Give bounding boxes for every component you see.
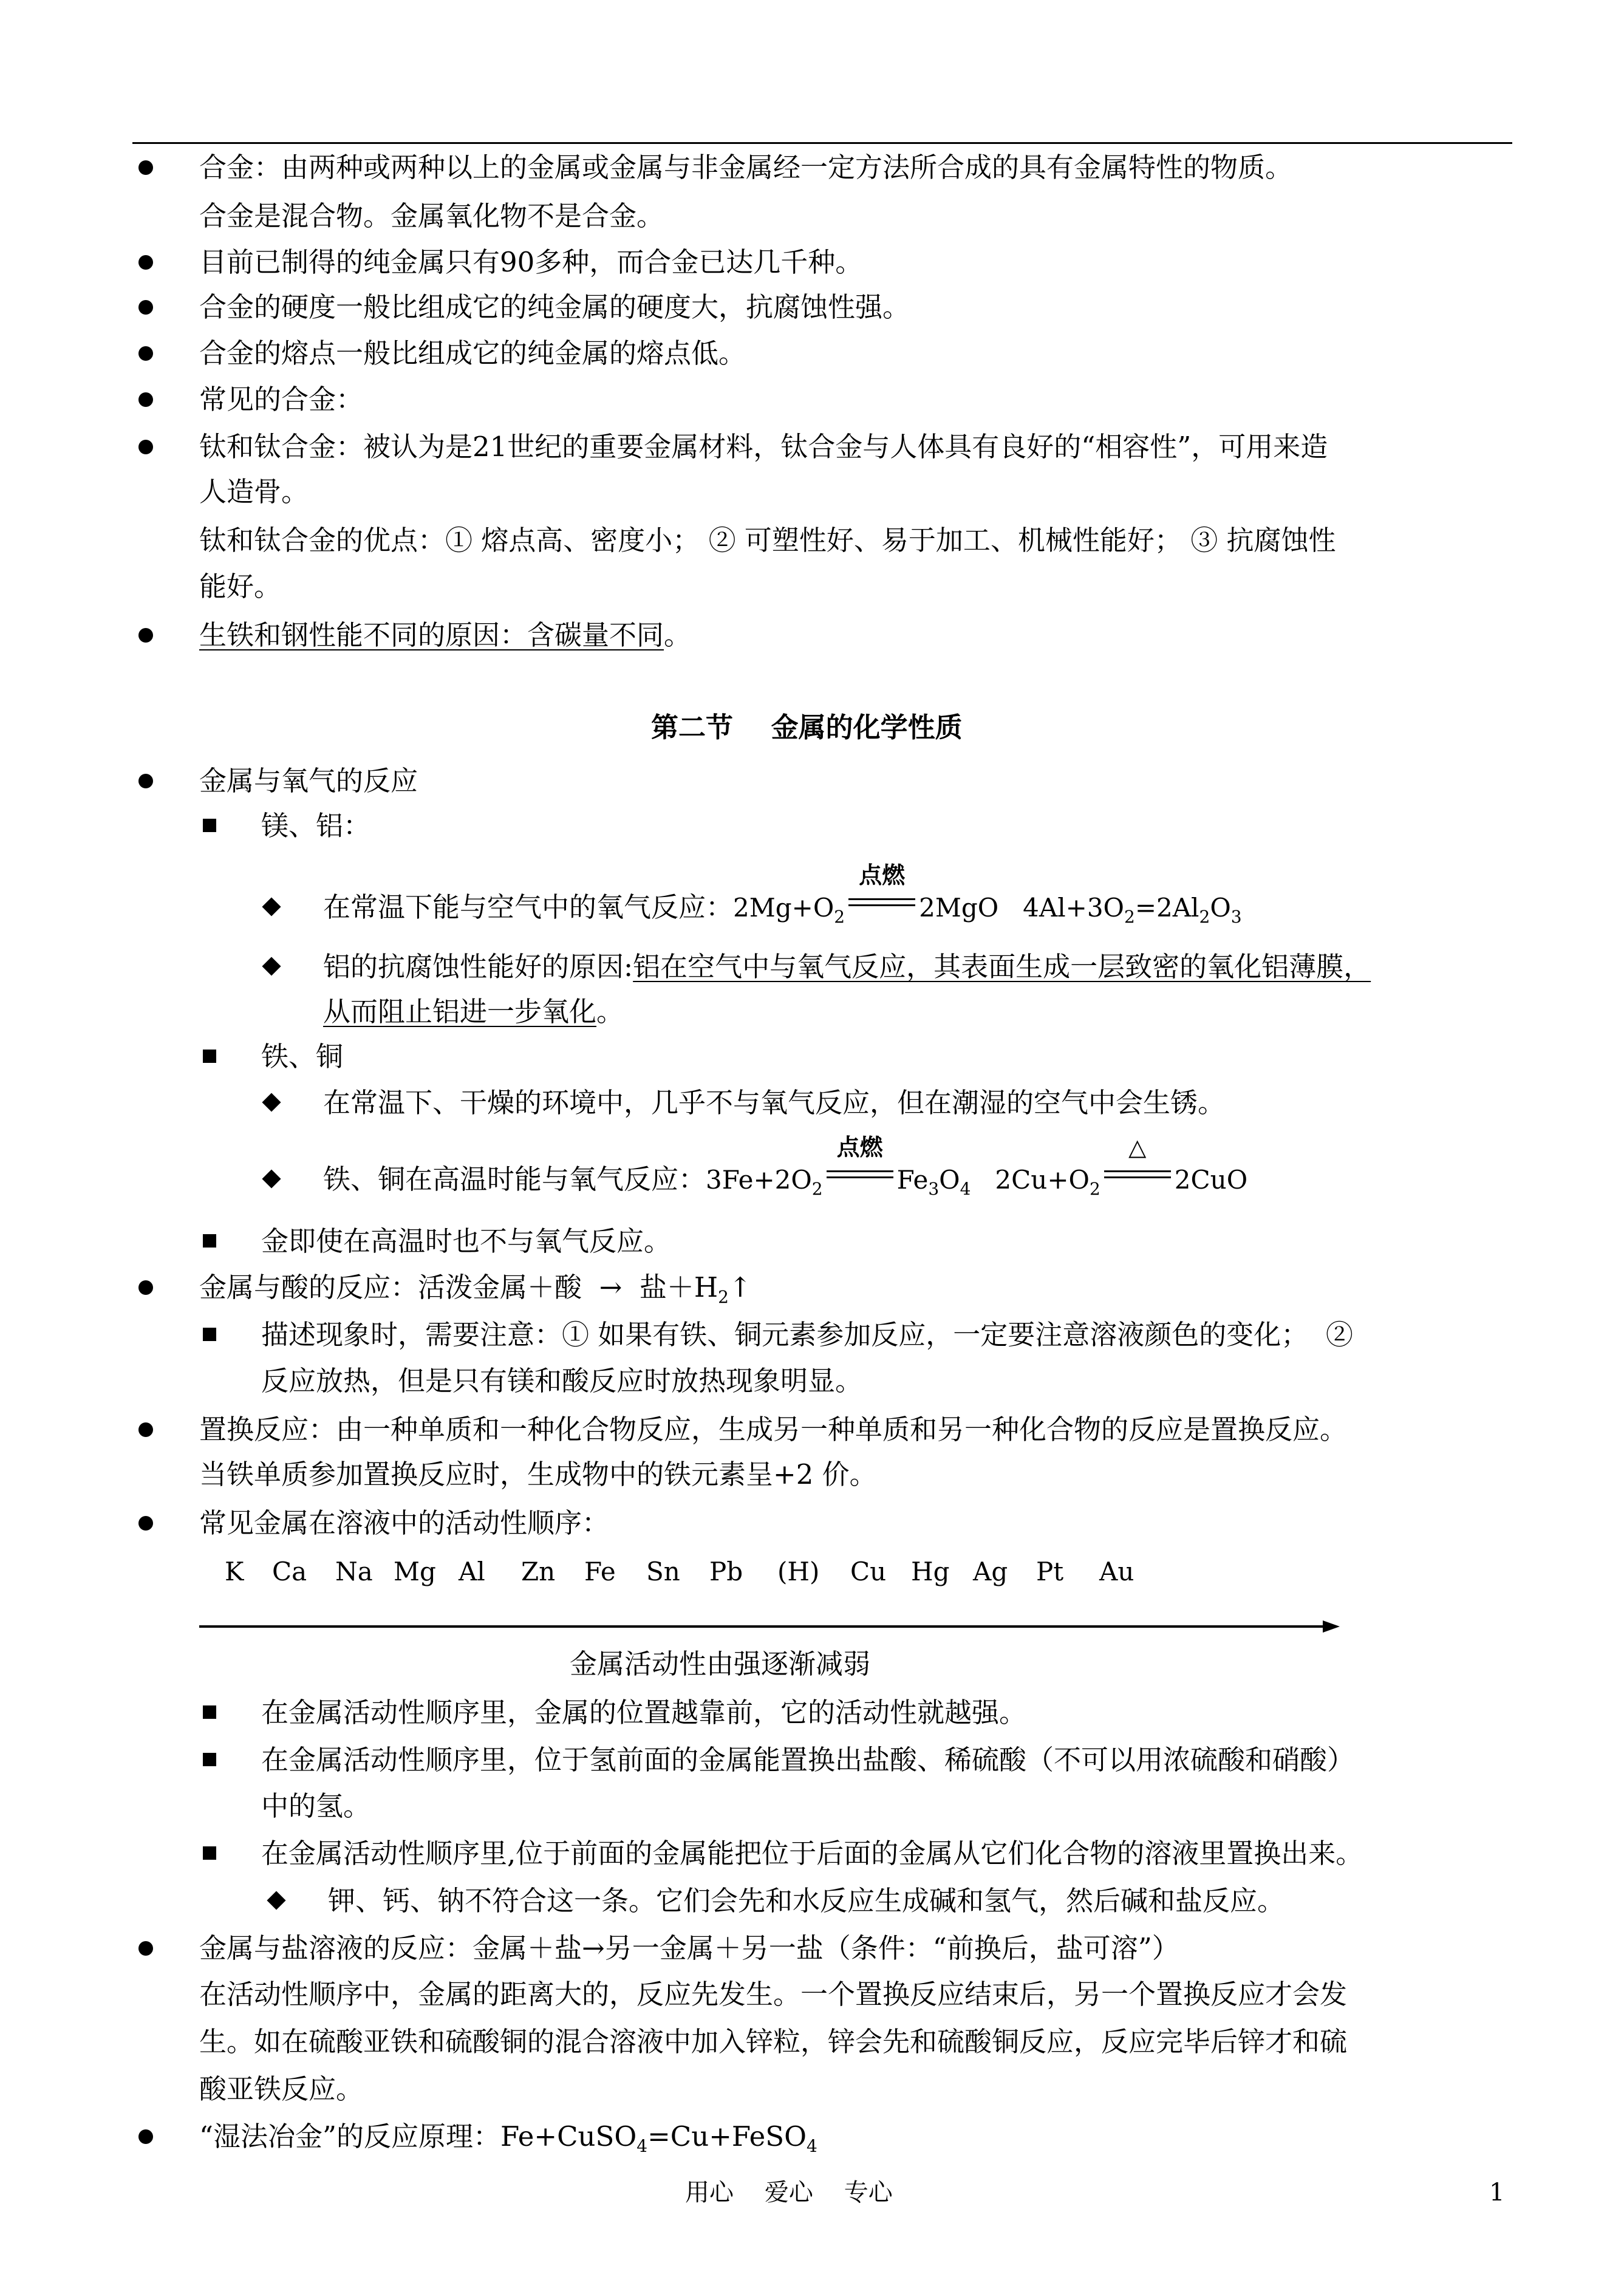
- metal-symbol: Cu: [850, 1557, 887, 1586]
- metal-symbol: Fe: [584, 1557, 616, 1586]
- bullet-dot: [138, 392, 153, 407]
- metal-symbol: Ag: [973, 1557, 1008, 1586]
- footer-slogan: 用心 爱心 专心: [685, 2179, 893, 2207]
- metal-symbol: Al: [459, 1557, 485, 1586]
- gold-note: 金即使在高温时也不与氧气反应。: [261, 1225, 672, 1257]
- bullet-square: [203, 819, 216, 832]
- bullet-diamond: [262, 1169, 281, 1188]
- salt-line3: 酸亚铁反应。: [199, 2073, 364, 2105]
- section-title: 第二节 金属的化学性质: [651, 711, 963, 743]
- titanium-line2: 人造骨。: [199, 476, 309, 508]
- bullet-dot: [138, 255, 153, 270]
- activity-rule-3: 在金属活动性顺序里,位于前面的金属能把位于后面的金属从它们化合物的溶液里置换出来。: [261, 1837, 1363, 1869]
- activity-rule-3-exception: 钾、钙、钠不符合这一条。它们会先和水反应生成碱和氢气，然后碱和盐反应。: [328, 1885, 1285, 1917]
- titanium-advantages-line2: 能好。: [199, 570, 282, 603]
- salt-heading: 金属与盐溶液的反应：金属＋盐→另一金属＋另一盐（条件：“前换后，盐可溶”）: [199, 1932, 1179, 1964]
- metal-symbol: K: [225, 1557, 244, 1586]
- mg-al-heading: 镁、铝：: [261, 810, 371, 842]
- bullet-dot: [138, 440, 153, 454]
- acid-heading: 金属与酸的反应：活泼金属＋酸 → 盐$+H_2↑$: [199, 1271, 752, 1307]
- bullet-dot: [138, 160, 153, 175]
- bullet-dot: [138, 346, 153, 361]
- alloy-hardness: 合金的硬度一般比组成它的纯金属的硬度大，抗腐蚀性强。: [199, 291, 910, 323]
- activity-heading: 常见金属在溶液中的活动性顺序：: [199, 1507, 610, 1539]
- bullet-dot: [138, 774, 153, 788]
- bullet-square: [203, 1328, 216, 1341]
- fe-cu-room-temp: 在常温下、干燥的环境中，几乎不与氧气反应，但在潮湿的空气中会生锈。: [323, 1087, 1226, 1119]
- iron-steel-difference: 生铁和钢性能不同的原因：含碳量不同。: [199, 619, 692, 651]
- page-number: 1: [1489, 2179, 1505, 2207]
- bullet-square: [203, 1753, 216, 1766]
- activity-rule-1: 在金属活动性顺序里，金属的位置越靠前，它的活动性就越强。: [261, 1696, 1027, 1729]
- bullet-dot: [138, 1941, 153, 1956]
- metal-symbol: Zn: [521, 1557, 556, 1586]
- mg-al-reaction: 在常温下能与空气中的氧气反应：$2Mg+O_2$ 点燃 2MgO $4Al+3O_2=2Al_2O_3$: [323, 862, 1242, 927]
- salt-line2: 生。如在硫酸亚铁和硫酸铜的混合溶液中加入锌粒，锌会先和硫酸铜反应，反应完毕后锌才和硫: [199, 2026, 1348, 2058]
- activity-arrow: [199, 1619, 1341, 1634]
- bullet-diamond: [267, 1891, 285, 1910]
- metal-symbol: Sn: [646, 1557, 680, 1586]
- acid-note-line1: 描述现象时，需要注意：① 如果有铁、铜元素参加反应，一定要注意溶液颜色的变化； ②: [261, 1319, 1353, 1351]
- condition-arrow: 点燃: [848, 892, 915, 917]
- bullet-diamond: [262, 1093, 281, 1111]
- fe-cu-heading: 铁、铜: [261, 1040, 344, 1073]
- bullet-dot: [138, 1280, 153, 1295]
- metal-symbol: Pb: [709, 1557, 743, 1586]
- condition-arrow: 点燃: [827, 1164, 893, 1189]
- bullet-diamond: [262, 957, 281, 975]
- replacement-definition: 置换反应：由一种单质和一种化合物反应，生成另一种单质和另一种化合物的反应是置换反应。: [199, 1413, 1348, 1446]
- titanium-line1: 钛和钛合金：被认为是21世纪的重要金属材料，钛合金与人体具有良好的“相容性”，可用来造: [199, 431, 1328, 463]
- header-rule: [132, 142, 1512, 144]
- bullet-square: [203, 1234, 216, 1248]
- metal-symbol: (H): [777, 1557, 820, 1586]
- fe-cu-high-temp: 铁、铜在高温时能与氧气反应：$3Fe+2O_2$ 点燃 $Fe_3O_4$ $2Cu+O_2$ △ 2CuO: [323, 1134, 1248, 1199]
- bullet-dot: [138, 628, 153, 643]
- metal-symbol: Hg: [911, 1557, 950, 1586]
- bullet-dot: [138, 1516, 153, 1531]
- metal-symbol: Au: [1099, 1557, 1134, 1586]
- metal-symbol: Ca: [272, 1557, 307, 1586]
- salt-line1: 在活动性顺序中，金属的距离大的，反应先发生。一个置换反应结束后，另一个置换反应才会发: [199, 1978, 1348, 2010]
- bullet-dot: [138, 300, 153, 315]
- oxygen-heading: 金属与氧气的反应: [199, 765, 418, 797]
- alloy-definition: 合金：由两种或两种以上的金属或金属与非金属经一定方法所合成的具有金属特性的物质。: [199, 151, 1293, 183]
- common-alloys: 常见的合金：: [199, 383, 364, 415]
- metal-symbol: Pt: [1036, 1557, 1064, 1586]
- alloy-melting-point: 合金的熔点一般比组成它的纯金属的熔点低。: [199, 337, 746, 369]
- bullet-square: [203, 1050, 216, 1063]
- al-reason-line2: 从而阻止铝进一步氧化。: [323, 995, 624, 1028]
- alloy-note: 合金是混合物。金属氧化物不是合金。: [199, 200, 664, 232]
- titanium-advantages-line1: 钛和钛合金的优点：① 熔点高、密度小； ② 可塑性好、易于加工、机械性能好； ③ 抗腐蚀性: [199, 524, 1336, 556]
- metal-symbol: Na: [335, 1557, 373, 1586]
- bullet-diamond: [262, 897, 281, 916]
- bullet-square: [203, 1846, 216, 1860]
- activity-rule-2-line2: 中的氢。: [261, 1790, 371, 1822]
- activity-arrow-label: 金属活动性由强逐渐减弱: [570, 1648, 871, 1680]
- activity-rule-2-line1: 在金属活动性顺序里，位于氢前面的金属能置换出盐酸、稀硫酸（不可以用浓硫酸和硝酸）: [261, 1744, 1355, 1776]
- bullet-square: [203, 1705, 216, 1719]
- condition-arrow: △: [1104, 1164, 1171, 1189]
- bullet-dot: [138, 1422, 153, 1437]
- metal-symbol: Mg: [394, 1557, 436, 1586]
- al-reason-line1: 铝的抗腐蚀性能好的原因:铝在空气中与氧气反应，其表面生成一层致密的氧化铝薄膜，: [323, 951, 1371, 983]
- pure-metal-count: 目前已制得的纯金属只有90多种，而合金已达几千种。: [199, 246, 863, 278]
- wet-metallurgy: “湿法冶金”的反应原理：Fe+CuSO$_4$=Cu+FeSO$_4$: [199, 2120, 817, 2156]
- bullet-dot: [138, 2129, 153, 2144]
- acid-note-line2: 反应放热，但是只有镁和酸反应时放热现象明显。: [261, 1365, 863, 1397]
- replacement-iron-note: 当铁单质参加置换反应时，生成物中的铁元素呈+2 价。: [199, 1458, 877, 1490]
